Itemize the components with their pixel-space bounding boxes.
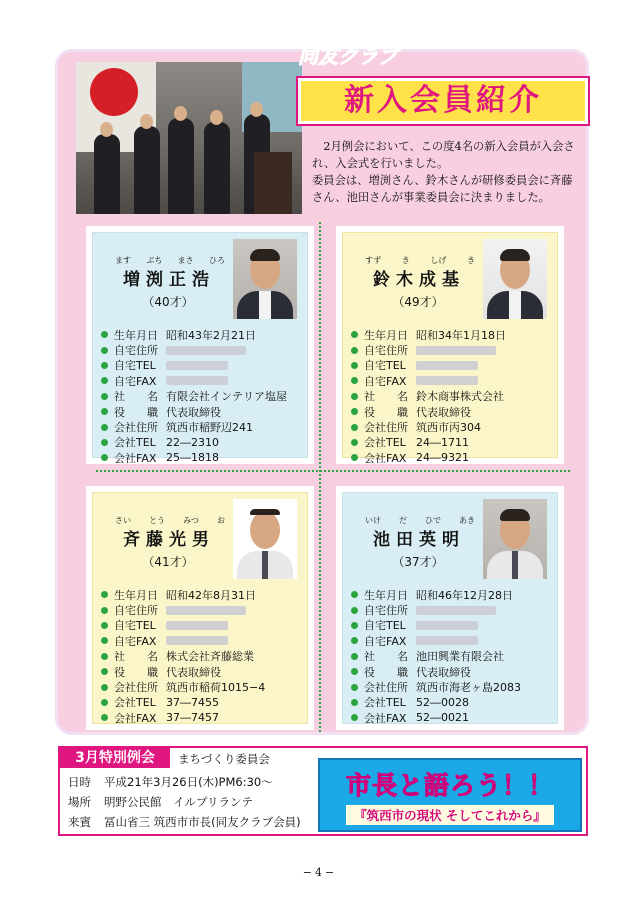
redacted-field	[166, 346, 246, 355]
event-banner	[318, 758, 582, 832]
member-card	[86, 486, 314, 730]
intro-paragraph: 2月例会において、この度4名の新入会員が入会され、入会式を行いました。	[312, 140, 575, 170]
member-age: （40才）	[142, 295, 194, 309]
redacted-field	[166, 621, 228, 630]
event-box	[58, 746, 588, 836]
member-details: 生年月日 昭和43年2月21日 自宅住所 自宅TEL 自宅FAX 社 名 有限会社インテリア塩屋 役 職 代表取締役 会社住所 筑西市稲野辺241 会社TEL 22―2310 会社FAX 25―1818	[101, 327, 311, 466]
name-furigana: すず き しげ き	[365, 256, 475, 265]
member-details: 生年月日 昭和34年1月18日 自宅住所 自宅TEL 自宅FAX 社 名 鈴木商事株式会社 役 職 代表取締役 会社住所 筑西市丙304 会社TEL 24―1711 会社FAX 24―9321	[351, 327, 561, 466]
member-details: 生年月日 昭和42年8月31日 自宅住所 自宅TEL 自宅FAX 社 名 株式会社斉藤総業 役 職 代表取締役 会社住所 筑西市稲荷1015−4 会社TEL 37―7455 会社FAX 37―7457	[101, 587, 311, 726]
redacted-field	[416, 606, 496, 615]
member-name: 鈴木成基	[373, 270, 465, 290]
ceremony-photo	[76, 62, 302, 214]
intro-paragraph: 委員会は、増渕さん、鈴木さんが研修委員会に斉藤さん、池田さんが事業委員会に決まりました。	[312, 174, 573, 204]
vertical-divider	[319, 222, 321, 732]
name-furigana: ます ぶち まさ ひろ	[115, 256, 225, 265]
redacted-field	[166, 376, 228, 385]
redacted-field	[166, 636, 228, 645]
page-title: 新入会員紹介	[298, 78, 588, 124]
redacted-field	[416, 621, 478, 630]
banner-headline: 市長と語ろう！！	[345, 771, 554, 800]
member-name: 池田英明	[373, 530, 465, 550]
horizontal-divider	[96, 470, 570, 472]
member-photo	[233, 499, 297, 579]
redacted-field	[166, 361, 228, 370]
member-age: （49才）	[392, 295, 444, 309]
club-subtitle: 同友クラブ	[298, 44, 398, 68]
member-photo	[483, 239, 547, 319]
redacted-field	[166, 606, 246, 615]
redacted-field	[416, 636, 478, 645]
member-card	[336, 486, 564, 730]
member-card	[86, 226, 314, 464]
name-furigana: いけ だ ひで あき	[365, 516, 475, 525]
member-photo	[233, 239, 297, 319]
member-card	[336, 226, 564, 464]
member-name: 増渕正浩	[123, 270, 215, 290]
member-name: 斉藤光男	[123, 530, 215, 550]
event-row-datetime: 日時 平成21年3月26日(木)PM6:30〜	[68, 775, 273, 789]
event-row-place: 場所 明野公民館 イルプリランテ	[68, 795, 254, 809]
banner-subtitle: 『筑西市の現状 そしてこれから』	[346, 805, 554, 825]
event-row-guest: 来賓 冨山省三 筑西市市長(同友クラブ会員)	[68, 815, 301, 829]
member-age: （41才）	[142, 555, 194, 569]
name-furigana: さい とう みつ お	[115, 516, 225, 525]
member-age: （37才）	[392, 555, 444, 569]
member-details: 生年月日 昭和46年12月28日 自宅住所 自宅TEL 自宅FAX 社 名 池田興業有限会社 役 職 代表取締役 会社住所 筑西市海老ヶ島2083 会社TEL 52―0028 会社FAX 52―0021	[351, 587, 561, 726]
intro-text	[312, 138, 580, 206]
member-photo	[483, 499, 547, 579]
page-number: −4−	[302, 866, 338, 879]
redacted-field	[416, 346, 496, 355]
redacted-field	[416, 376, 478, 385]
event-committee: まちづくり委員会	[178, 752, 270, 766]
redacted-field	[416, 361, 478, 370]
event-tag: 3月特別例会	[60, 748, 170, 768]
